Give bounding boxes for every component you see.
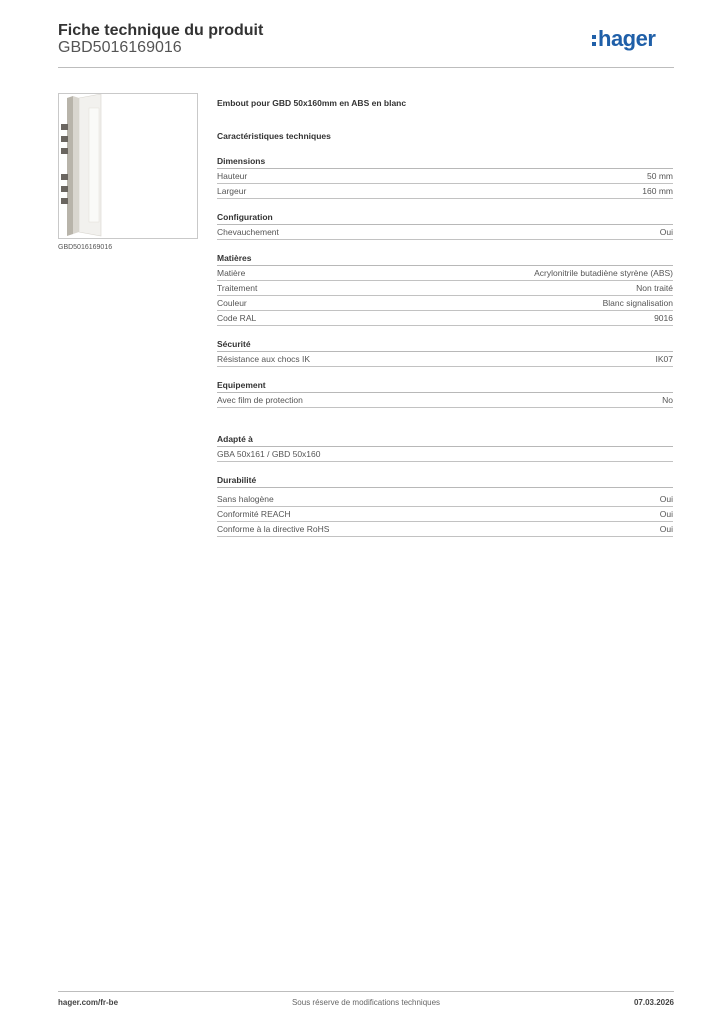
spec-content	[217, 97, 673, 537]
group-title: Adapté à	[217, 433, 673, 447]
spec-value: 50 mm	[647, 171, 673, 181]
spec-row	[217, 352, 673, 367]
spec-label: Hauteur	[217, 171, 248, 181]
image-caption: GBD5016169016	[58, 244, 113, 251]
disclaimer-text: Sous réserve de modifications techniques	[291, 998, 441, 1007]
spec-row	[217, 311, 673, 326]
page-header	[58, 20, 674, 70]
website-link[interactable]: hager.com/fr-be	[58, 998, 119, 1007]
spec-value: No	[662, 395, 673, 405]
spec-row	[217, 266, 673, 281]
tech-specs-title: Caractéristiques techniques	[217, 131, 331, 141]
spec-row	[217, 281, 673, 296]
spec-value: Oui	[659, 227, 673, 237]
product-description: Embout pour GBD 50x160mm en ABS en blanc	[217, 98, 407, 108]
hager-logo	[592, 27, 674, 53]
spec-group-sustainability	[217, 474, 673, 537]
spec-group-dimensions	[217, 155, 673, 199]
spec-value: Oui	[659, 509, 673, 519]
spec-value: IK07	[655, 354, 673, 364]
spec-group-equipment	[217, 379, 673, 408]
spec-group-configuration	[217, 211, 673, 240]
logo-text: hager	[598, 27, 656, 51]
spec-label: Chevauchement	[217, 227, 279, 237]
group-title: Durabilité	[217, 474, 673, 488]
spec-label: Code RAL	[217, 313, 257, 323]
spec-row	[217, 169, 673, 184]
spec-row	[217, 393, 673, 408]
spec-row	[217, 492, 673, 507]
spec-label: Matière	[217, 268, 246, 278]
header-divider	[58, 67, 674, 68]
spec-row	[217, 296, 673, 311]
spec-label: Conformité REACH	[217, 509, 291, 519]
spec-label: Conforme à la directive RoHS	[217, 524, 330, 534]
group-title: Sécurité	[217, 338, 673, 352]
spec-group-security	[217, 338, 673, 367]
spec-value: 160 mm	[642, 186, 673, 196]
spec-row	[217, 184, 673, 199]
spec-value: Oui	[659, 524, 673, 534]
group-title: Dimensions	[217, 155, 673, 169]
spec-row	[217, 507, 673, 522]
product-reference: GBD5016169016	[58, 39, 182, 56]
document-date: 07.03.2026	[633, 998, 674, 1007]
spec-label: Avec film de protection	[217, 395, 303, 405]
spec-label: Largeur	[217, 186, 247, 196]
spec-row: GBA 50x161 / GBD 50x160	[217, 447, 673, 462]
product-image	[58, 93, 198, 239]
group-title: Matières	[217, 252, 673, 266]
page-footer	[58, 998, 674, 1012]
spec-value: Blanc signalisation	[602, 298, 673, 308]
end-cap-illustration	[59, 94, 197, 238]
spec-row	[217, 225, 673, 240]
spec-label: Traitement	[217, 283, 258, 293]
spec-value: 9016	[654, 313, 673, 323]
spec-value: Oui	[659, 494, 673, 504]
page-title: Fiche technique du produit	[58, 22, 264, 39]
spec-row	[217, 522, 673, 537]
spec-label: Couleur	[217, 298, 247, 308]
spec-group-materials	[217, 252, 673, 326]
spec-group-compatibility	[217, 433, 673, 462]
spec-label: Sans halogène	[217, 494, 274, 504]
spec-value: Non traité	[636, 283, 673, 293]
footer-divider	[58, 991, 674, 992]
spec-label: Résistance aux chocs IK	[217, 354, 311, 364]
group-title: Equipement	[217, 379, 673, 393]
spec-value: Acrylonitrile butadiène styrène (ABS)	[534, 268, 673, 278]
group-title: Configuration	[217, 211, 673, 225]
